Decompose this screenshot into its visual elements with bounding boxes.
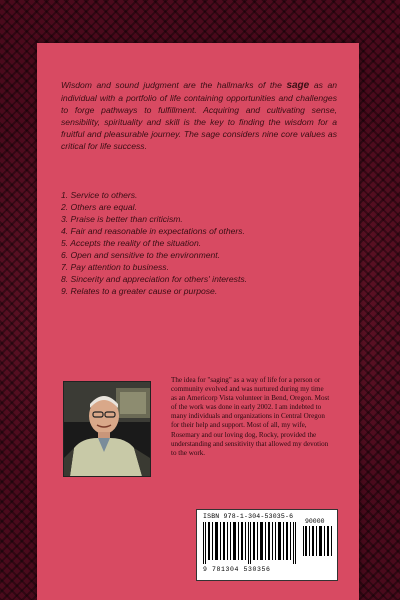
core-value-item: 8. Sincerity and appreciation for others' interests. xyxy=(61,274,248,284)
intro-paragraph xyxy=(61,79,337,152)
core-value-item: 9. Relates to a greater cause or purpose. xyxy=(61,286,218,296)
core-value-item: 1. Service to others. xyxy=(61,190,138,200)
isbn-barcode xyxy=(196,509,338,581)
core-value-item: 2. Others are equal. xyxy=(61,202,137,212)
barcode-digits: 9 781304 530356 xyxy=(203,566,271,573)
intro-text-start: Wisdom and sound judgment are the hallmarks of the xyxy=(61,80,282,90)
core-value-item: 6. Open and sensitive to the environment. xyxy=(61,250,221,260)
price-barcode-bars xyxy=(303,526,333,556)
ean-barcode-bars xyxy=(203,522,299,564)
intro-text-end: as an individual with a portfolio of life containing opportunities and challenges to forge pathways to fulfillment. Acquiring and cultivating sense, sensibility, spirituality and skill is the key to finding the wisdom for a fruitful and pleasurable journey. The sage considers nine core values as critical for life success. xyxy=(61,80,338,151)
sage-word: sage xyxy=(286,80,310,91)
core-value-item: 7. Pay attention to business. xyxy=(61,262,169,272)
core-value-item: 5. Accepts the reality of the situation. xyxy=(61,238,202,248)
back-cover-panel xyxy=(37,43,359,600)
author-bio: The idea for "saging" as a way of life for a person or community evolved and was nurtured during my time as an Americorp Vista volunteer in Bend, Oregon. Most of the work was done in early 2002. I am indebted to many individuals and organizations in Central Oregon for their help and support. Most of all, my wife, Rosemary and our loving dog, Rocky, provided the understanding and sensitivity that allowed my devotion to the work. xyxy=(171,376,330,457)
isbn-label: ISBN 978-1-304-53035-6 xyxy=(203,513,294,520)
core-value-item: 4. Fair and reasonable in expectations of others. xyxy=(61,226,245,236)
author-photo xyxy=(63,381,151,477)
core-values-list xyxy=(61,189,341,297)
author-portrait-image xyxy=(64,382,150,476)
price-code: 90000 xyxy=(305,518,325,525)
core-value-item: 3. Praise is better than criticism. xyxy=(61,214,183,224)
